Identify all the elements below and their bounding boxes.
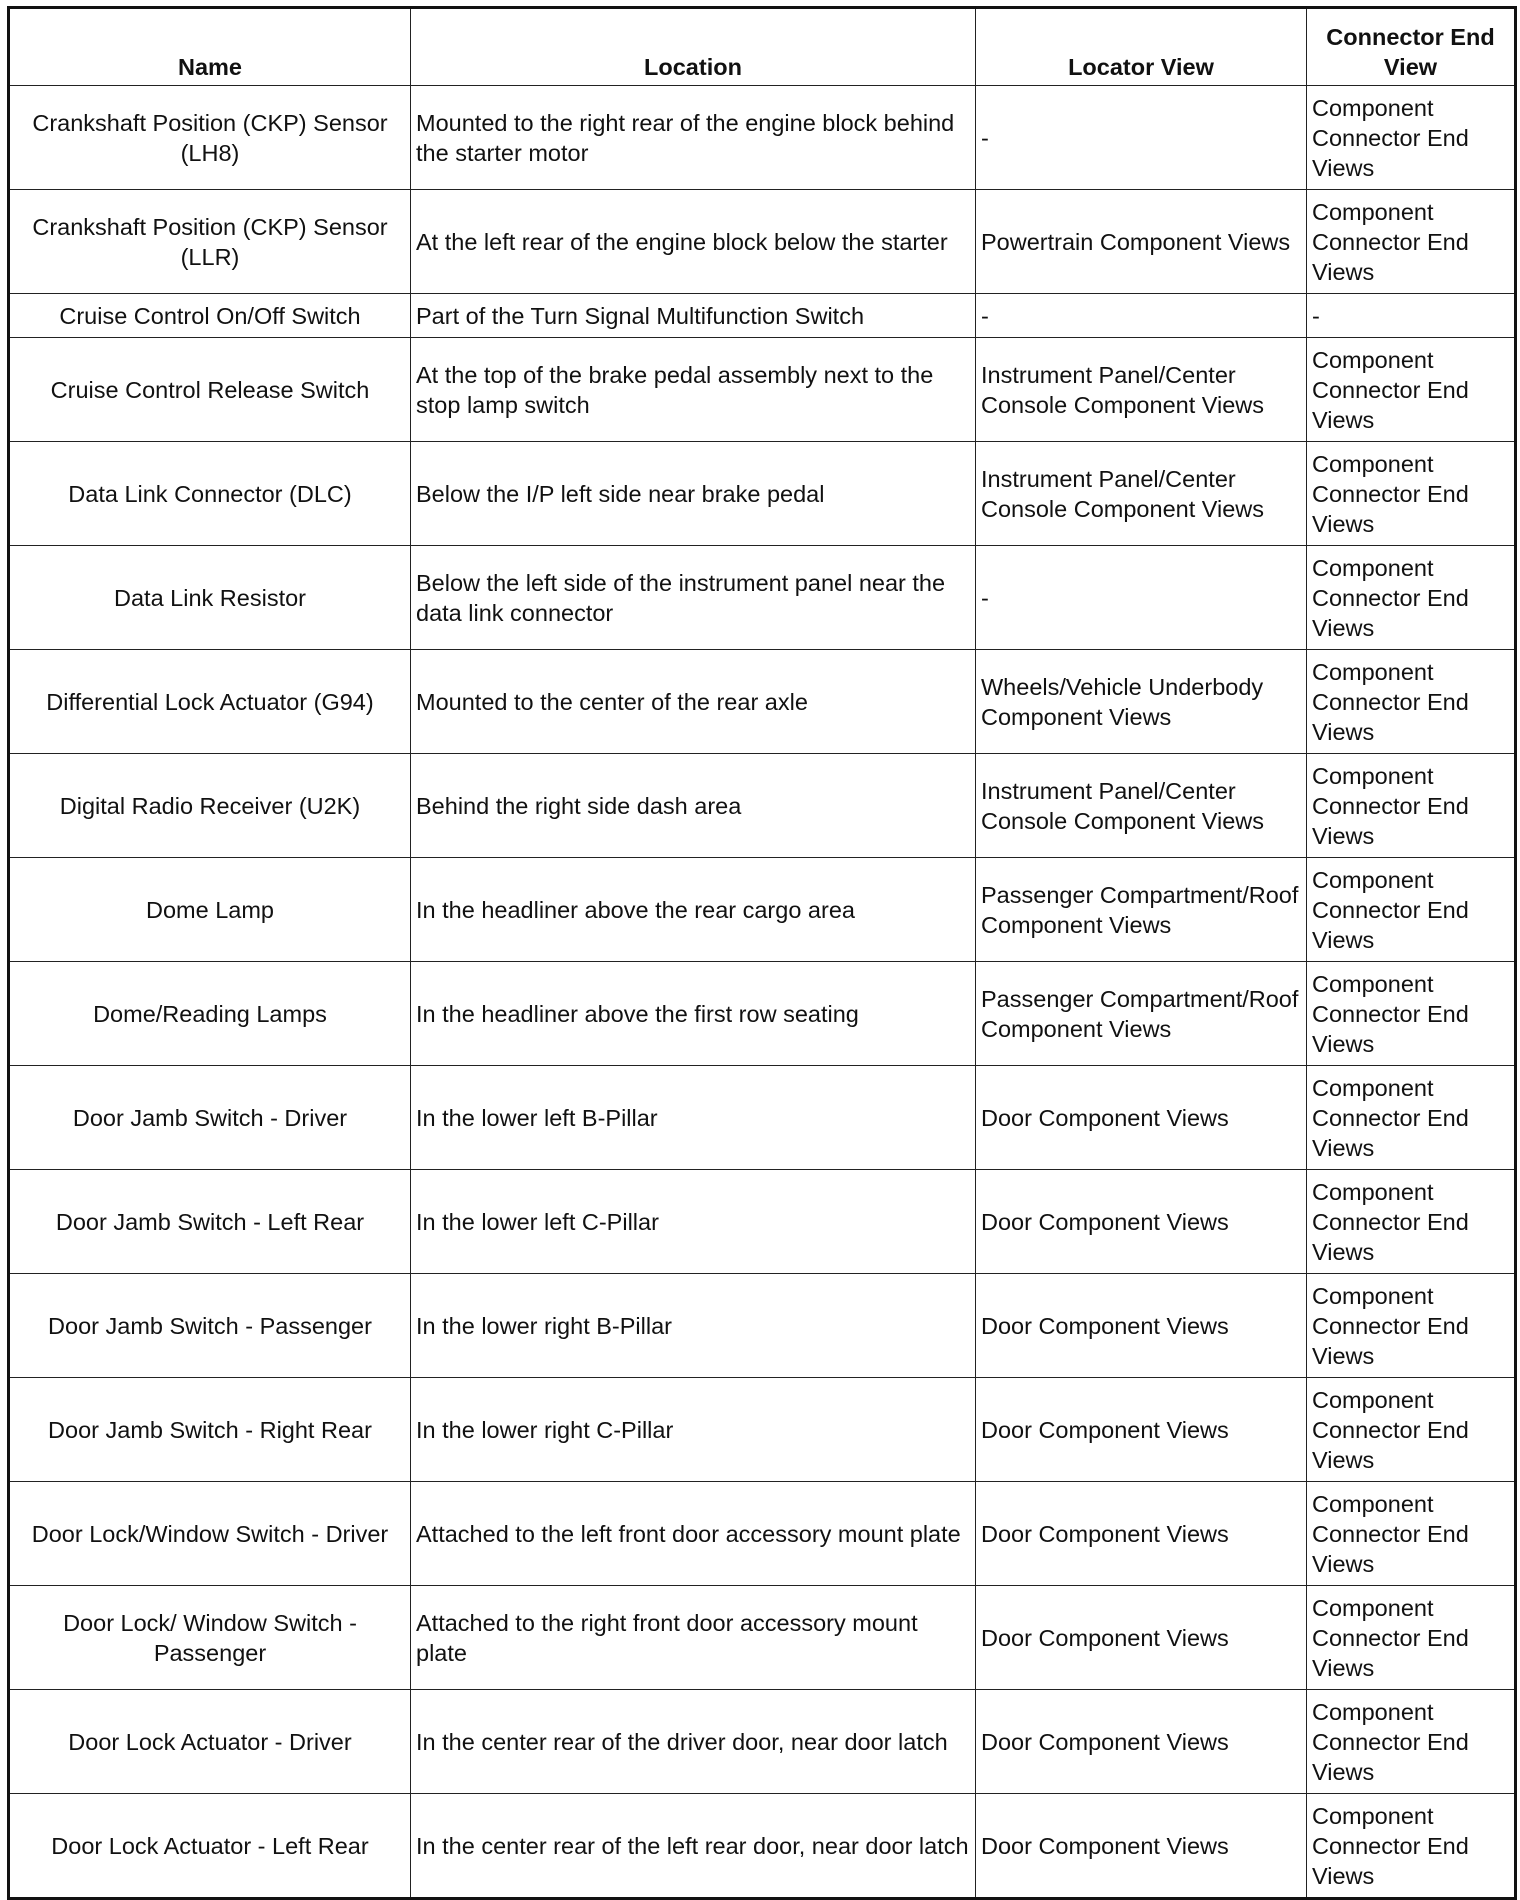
cell-location: In the lower right C-Pillar <box>411 1378 976 1482</box>
cell-connector-end-view: Component Connector End Views <box>1307 1586 1516 1690</box>
table-row <box>9 294 1516 338</box>
table-row <box>9 1586 1516 1690</box>
cell-locator-view: Door Component Views <box>976 1170 1307 1274</box>
cell-connector-end-view: Component Connector End Views <box>1307 1690 1516 1794</box>
cell-locator-view: Instrument Panel/Center Console Component Views <box>976 338 1307 442</box>
cell-connector-end-view: Component Connector End Views <box>1307 1482 1516 1586</box>
cell-name: Door Lock/Window Switch - Driver <box>9 1482 411 1586</box>
cell-locator-view: Door Component Views <box>976 1794 1307 1899</box>
cell-name: Door Jamb Switch - Right Rear <box>9 1378 411 1482</box>
cell-locator-view: - <box>976 546 1307 650</box>
cell-name: Crankshaft Position (CKP) Sensor (LLR) <box>9 190 411 294</box>
cell-connector-end-view: Component Connector End Views <box>1307 190 1516 294</box>
table-row <box>9 754 1516 858</box>
cell-location: Below the left side of the instrument panel near the data link connector <box>411 546 976 650</box>
cell-locator-view: Instrument Panel/Center Console Component Views <box>976 442 1307 546</box>
cell-locator-view: Door Component Views <box>976 1482 1307 1586</box>
header-row <box>9 8 1516 86</box>
cell-name: Door Jamb Switch - Driver <box>9 1066 411 1170</box>
cell-location: Attached to the right front door accessory mount plate <box>411 1586 976 1690</box>
table-row <box>9 858 1516 962</box>
cell-name: Dome/Reading Lamps <box>9 962 411 1066</box>
cell-name: Cruise Control Release Switch <box>9 338 411 442</box>
cell-connector-end-view: Component Connector End Views <box>1307 338 1516 442</box>
cell-location: Part of the Turn Signal Multifunction Switch <box>411 294 976 338</box>
cell-name: Data Link Connector (DLC) <box>9 442 411 546</box>
cell-locator-view: Instrument Panel/Center Console Component Views <box>976 754 1307 858</box>
cell-connector-end-view: Component Connector End Views <box>1307 442 1516 546</box>
header-location: Location <box>411 8 976 86</box>
cell-location: At the left rear of the engine block below the starter <box>411 190 976 294</box>
cell-location: In the center rear of the left rear door, near door latch <box>411 1794 976 1899</box>
cell-locator-view: - <box>976 294 1307 338</box>
cell-locator-view: Passenger Compartment/Roof Component Views <box>976 858 1307 962</box>
table-row <box>9 190 1516 294</box>
cell-connector-end-view: - <box>1307 294 1516 338</box>
cell-name: Cruise Control On/Off Switch <box>9 294 411 338</box>
cell-location: At the top of the brake pedal assembly next to the stop lamp switch <box>411 338 976 442</box>
cell-location: Behind the right side dash area <box>411 754 976 858</box>
cell-location: Mounted to the right rear of the engine block behind the starter motor <box>411 86 976 190</box>
cell-locator-view: Door Component Views <box>976 1586 1307 1690</box>
cell-name: Door Lock/ Window Switch - Passenger <box>9 1586 411 1690</box>
cell-name: Digital Radio Receiver (U2K) <box>9 754 411 858</box>
table-row <box>9 962 1516 1066</box>
cell-connector-end-view: Component Connector End Views <box>1307 1170 1516 1274</box>
table-row <box>9 86 1516 190</box>
cell-connector-end-view: Component Connector End Views <box>1307 1066 1516 1170</box>
table-row <box>9 1378 1516 1482</box>
cell-locator-view: Door Component Views <box>976 1378 1307 1482</box>
header-locator-view: Locator View <box>976 8 1307 86</box>
cell-name: Dome Lamp <box>9 858 411 962</box>
cell-location: In the lower left B-Pillar <box>411 1066 976 1170</box>
header-connector-end-view: Connector End View <box>1307 8 1516 86</box>
cell-location: Attached to the left front door accessory mount plate <box>411 1482 976 1586</box>
cell-name: Door Lock Actuator - Left Rear <box>9 1794 411 1899</box>
cell-location: In the headliner above the rear cargo area <box>411 858 976 962</box>
component-locator-table <box>7 6 1517 1900</box>
table-row <box>9 1274 1516 1378</box>
cell-name: Data Link Resistor <box>9 546 411 650</box>
cell-locator-view: Powertrain Component Views <box>976 190 1307 294</box>
cell-connector-end-view: Component Connector End Views <box>1307 86 1516 190</box>
cell-name: Door Jamb Switch - Passenger <box>9 1274 411 1378</box>
cell-name: Crankshaft Position (CKP) Sensor (LH8) <box>9 86 411 190</box>
cell-location: In the headliner above the first row seating <box>411 962 976 1066</box>
cell-name: Differential Lock Actuator (G94) <box>9 650 411 754</box>
cell-locator-view: - <box>976 86 1307 190</box>
cell-locator-view: Door Component Views <box>976 1066 1307 1170</box>
table-row <box>9 1690 1516 1794</box>
cell-location: In the lower right B-Pillar <box>411 1274 976 1378</box>
cell-connector-end-view: Component Connector End Views <box>1307 546 1516 650</box>
cell-locator-view: Door Component Views <box>976 1274 1307 1378</box>
table-row <box>9 546 1516 650</box>
table-row <box>9 442 1516 546</box>
table-row <box>9 1794 1516 1899</box>
table-row <box>9 1170 1516 1274</box>
cell-connector-end-view: Component Connector End Views <box>1307 754 1516 858</box>
table-row <box>9 1066 1516 1170</box>
cell-connector-end-view: Component Connector End Views <box>1307 858 1516 962</box>
cell-locator-view: Passenger Compartment/Roof Component Views <box>976 962 1307 1066</box>
cell-location: In the center rear of the driver door, near door latch <box>411 1690 976 1794</box>
table-row <box>9 1482 1516 1586</box>
cell-location: Below the I/P left side near brake pedal <box>411 442 976 546</box>
cell-locator-view: Door Component Views <box>976 1690 1307 1794</box>
cell-connector-end-view: Component Connector End Views <box>1307 1378 1516 1482</box>
cell-connector-end-view: Component Connector End Views <box>1307 650 1516 754</box>
table-row <box>9 650 1516 754</box>
cell-connector-end-view: Component Connector End Views <box>1307 962 1516 1066</box>
cell-name: Door Jamb Switch - Left Rear <box>9 1170 411 1274</box>
table-row <box>9 338 1516 442</box>
cell-location: In the lower left C-Pillar <box>411 1170 976 1274</box>
cell-connector-end-view: Component Connector End Views <box>1307 1274 1516 1378</box>
header-name: Name <box>9 8 411 86</box>
cell-location: Mounted to the center of the rear axle <box>411 650 976 754</box>
cell-name: Door Lock Actuator - Driver <box>9 1690 411 1794</box>
cell-connector-end-view: Component Connector End Views <box>1307 1794 1516 1899</box>
cell-locator-view: Wheels/Vehicle Underbody Component Views <box>976 650 1307 754</box>
